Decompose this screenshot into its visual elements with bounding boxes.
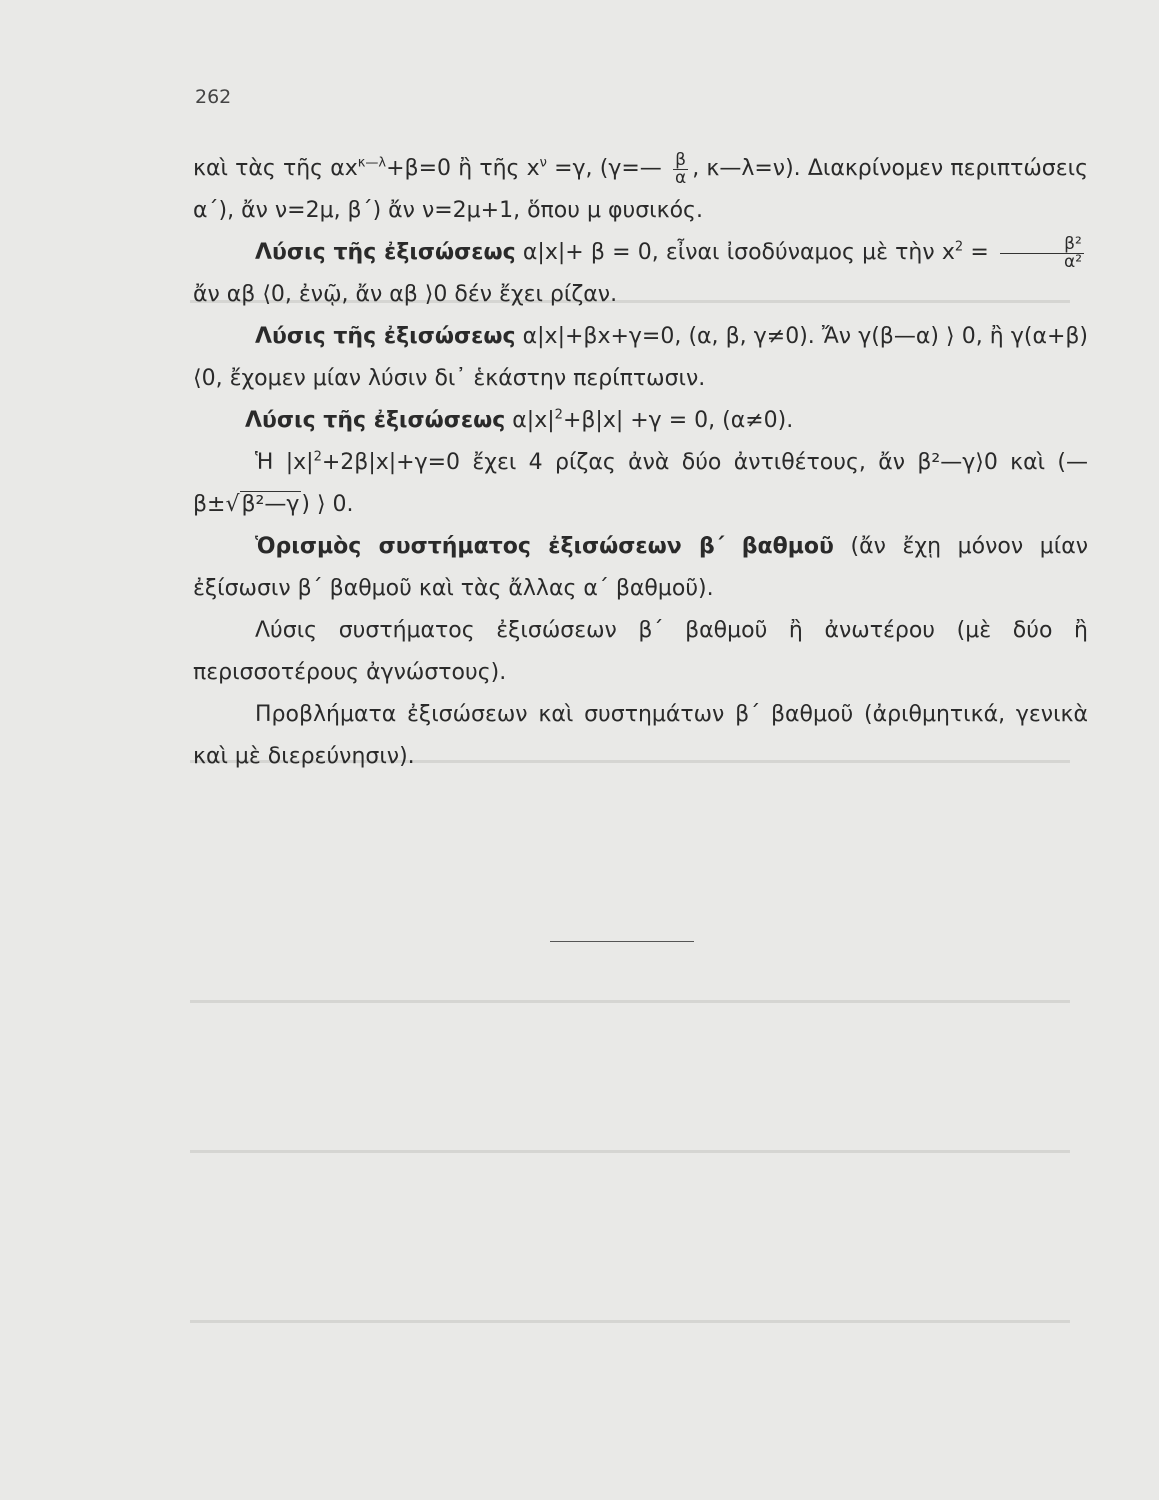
paragraph-system-definition: Ὁρισμὸς συστήματος ἐξισώσεων β΄ βαθμοῦ (ἄν ἔχῃ μόνον μίαν ἐξίσωσιν β΄ βαθμοῦ καὶ τὰς ἄλλας α΄ βαθμοῦ). [193,534,1088,601]
page-body [193,148,1088,778]
bleed-through-line [190,1150,1070,1153]
section-heading: Λύσις τῆς ἐξισώσεως [255,324,516,349]
bleed-through-line [190,1000,1070,1003]
paragraph-abs-equation: Λύσις τῆς ἐξισώσεως α|x|+ β = 0, εἶναι ἰσοδύναμος μὲ τὴν $x^2$ = $\frac{\text{β²}}{\text{α²}}$ ἄν αβ ⟨0, ἐνῷ, ἄν αβ ⟩0 δέν ἔχει ρίζαν. [193,233,1083,307]
section-heading: Ὁρισμὸς συστήματος ἐξισώσεων β΄ βαθμοῦ [255,534,834,559]
section-divider [550,941,694,942]
square-root: β²—γ [241,492,300,517]
paragraph-quadratic-abs-equation: Λύσις τῆς ἐξισώσεως $\alpha|x|^2+\beta|x| +\gamma = 0$, (α≠0). [245,407,794,433]
paragraph-four-roots: Ἡ $|x|^2+2\beta|x|+\gamma=0$ ἔχει 4 ρίζας ἀνὰ δύο ἀντιθέτους, ἄν β²—γ⟩0 καὶ (—β±√β²—γ) ⟩ 0. [193,449,1088,517]
bleed-through-line [190,1320,1070,1323]
paragraph-problems: Προβλήματα ἐξισώσεων καὶ συστημάτων β΄ βαθμοῦ (ἀριθμητικά, γενικὰ καὶ μὲ διερεύνησιν). [193,702,1088,769]
page-number: 262 [195,86,232,108]
section-heading: Λύσις τῆς ἐξισώσεως [245,408,506,433]
fraction-beta-alpha: $\frac{\beta}{\alpha}$ [674,149,687,188]
fraction-beta2-alpha2: $\frac{\text{β²}}{\text{α²}}$ [1000,236,1084,271]
paragraph-cases: καὶ τὰς τῆς $\alpha x^{\kappa—\lambda}+\beta=0$ ἢ τῆς $x^\nu =\gamma$, (γ=— $\frac{\beta}{\alpha}$ , κ—λ=ν). Διακρίνομεν περιπτώσεις α΄), ἄν ν=2μ, β΄) ἄν ν=2μ+1, ὅπου μ φυσικός. [193,149,1088,223]
paragraph-system-solution: Λύσις συστήματος ἐξισώσεων β΄ βαθμοῦ ἢ ἀνωτέρου (μὲ δύο ἢ περισσοτέρους ἀγνώστους). [193,618,1088,685]
section-heading: Λύσις τῆς ἐξισώσεως [255,240,516,265]
paragraph-linear-abs-equation: Λύσις τῆς ἐξισώσεως α|x|+βx+γ=0, (α, β, γ≠0). Ἄν γ(β—α) ⟩ 0, ἢ γ(α+β) ⟨0, ἔχομεν μίαν λύσιν δι᾽ ἑκάστην περίπτωσιν. [193,324,1088,391]
